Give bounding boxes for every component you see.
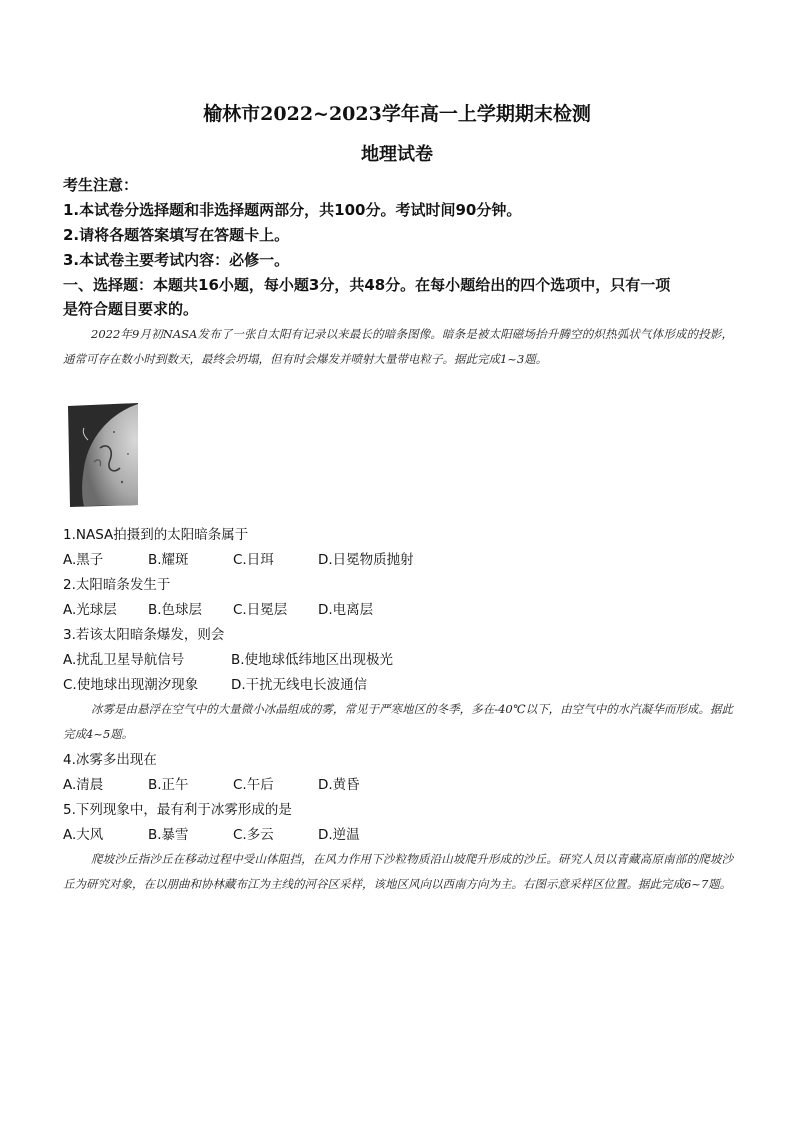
question-2-stem: 2.太阳暗条发生于 (63, 577, 171, 593)
question-5-stem: 5.下列现象中，最有利于冰雾形成的是 (63, 802, 292, 818)
question-4-option-b[interactable]: B.正午 (148, 777, 189, 793)
question-2-option-b[interactable]: B.色球层 (148, 602, 203, 618)
question-5-option-a[interactable]: A.大风 (63, 827, 104, 843)
question-3-options-row1 (63, 648, 399, 668)
question-3-option-c[interactable]: C.使地球出现潮汐现象 (63, 677, 199, 693)
question-4-option-a[interactable]: A.清晨 (63, 777, 104, 793)
question-5-options (63, 823, 403, 843)
passage-climbing-dunes: 爬坡沙丘指沙丘在移动过程中受山体阻挡，在风力作用下沙粒物质沿山坡爬升形成的沙丘。研究人员以青藏高原南部的爬坡沙丘为研究对象，在以朋曲和协林藏布江为主线的河谷区采样，该地区风向以西南方向为主。右图示意采样区位置。据此完成6~7题。 (63, 852, 733, 891)
question-1-stem: 1.NASA拍摄到的太阳暗条属于 (63, 527, 249, 543)
notice-item-2: 2.请将各题答案填写在答题卡上。 (63, 226, 290, 244)
question-2-option-d[interactable]: D.电离层 (318, 602, 374, 618)
passage-solar-filament: 2022年9月初NASA发布了一张自太阳有记录以来最长的暗条图像。暗条是被太阳磁场抬升腾空的炽热弧状气体形成的投影，通常可存在数小时到数天，最终会坍塌，但有时会爆发并喷射大量带电粒子。据此完成1~3题。 (63, 327, 733, 366)
question-3-options-row2 (63, 673, 399, 693)
question-5-option-c[interactable]: C.多云 (233, 827, 274, 843)
question-3-option-a[interactable]: A.扰乱卫星导航信号 (63, 652, 185, 668)
question-3-option-d[interactable]: D.干扰无线电长波通信 (231, 677, 368, 693)
question-1-option-a[interactable]: A.黑子 (63, 552, 104, 568)
passage-ice-fog: 冰雾是由悬浮在空气中的大量微小冰晶组成的雾，常见于严寒地区的冬季，多在-40℃以下，由空气中的水汽凝华而形成。据此完成4~5题。 (63, 702, 733, 741)
question-2-option-a[interactable]: A.光球层 (63, 602, 117, 618)
question-4-options (63, 773, 403, 793)
notice-heading: 考生注意： (63, 176, 139, 194)
question-3-stem: 3.若该太阳暗条爆发，则会 (63, 627, 225, 643)
section-heading-line1: 一、选择题：本题共16小题，每小题3分，共48分。在每小题给出的四个选项中，只有一项 (63, 276, 671, 294)
question-4-option-d[interactable]: D.黄昏 (318, 777, 360, 793)
question-4-option-c[interactable]: C.午后 (233, 777, 274, 793)
question-1-option-c[interactable]: C.日珥 (233, 552, 274, 568)
question-3-option-b[interactable]: B.使地球低纬地区出现极光 (231, 652, 394, 668)
solar-filament-image (64, 402, 140, 508)
question-1-option-b[interactable]: B.耀斑 (148, 552, 189, 568)
question-1-options (63, 548, 414, 568)
question-2-option-c[interactable]: C.日冕层 (233, 602, 288, 618)
section-heading-line2: 是符合题目要求的。 (63, 300, 199, 318)
question-4-stem: 4.冰雾多出现在 (63, 752, 157, 768)
notice-item-1: 1.本试卷分选择题和非选择题两部分，共100分。考试时间90分钟。 (63, 201, 522, 219)
question-2-options (63, 598, 403, 618)
question-5-option-d[interactable]: D.逆温 (318, 827, 360, 843)
exam-title: 榆林市2022~2023学年高一上学期期末检测 (203, 103, 591, 125)
notice-item-3: 3.本试卷主要考试内容：必修一。 (63, 251, 290, 269)
question-1-option-d[interactable]: D.日冕物质抛射 (318, 552, 414, 568)
subject-title: 地理试卷 (361, 144, 433, 165)
question-5-option-b[interactable]: B.暴雪 (148, 827, 189, 843)
